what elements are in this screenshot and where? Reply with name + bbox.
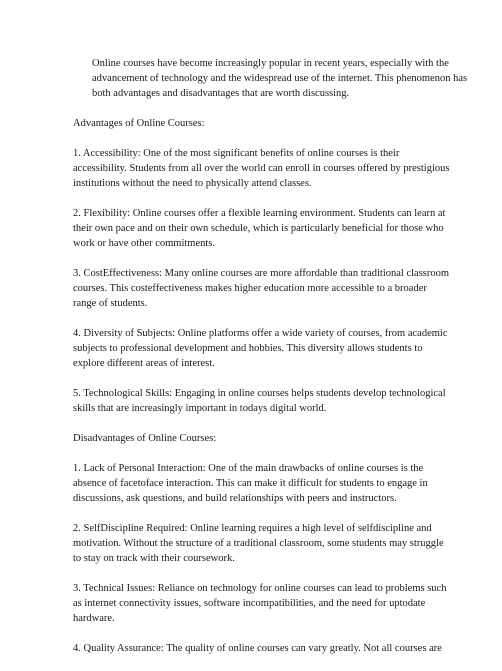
- disadvantages-heading: Disadvantages of Online Courses:: [73, 433, 217, 444]
- text-line: courses. This costeffectiveness makes higher education more accessible to a broader: [73, 283, 427, 294]
- text-line: work or have other commitments.: [73, 238, 216, 249]
- advantage-item-diversity: [73, 326, 448, 371]
- text-line: discussions, ask questions, and build relationships with peers and instructors.: [73, 493, 397, 504]
- text-line: absence of facetoface interaction. This can make it difficult for students to engage in: [73, 478, 428, 489]
- text-line: as internet connectivity issues, software incompatibilities, and the need for uptodate: [73, 598, 426, 609]
- advantage-item-cost: [73, 266, 450, 311]
- text-line: institutions without the need to physically attend classes.: [73, 178, 312, 189]
- advantage-item-flexibility: [73, 206, 446, 251]
- text-line: both advantages and disadvantages that are worth discussing.: [92, 88, 350, 99]
- text-line: to stay on track with their coursework.: [73, 553, 235, 564]
- disadvantage-item-self-discipline: [73, 521, 444, 566]
- advantages-heading: Advantages of Online Courses:: [73, 118, 205, 129]
- text-line: hardware.: [73, 613, 115, 624]
- text-line: their own pace and on their own schedule, which is particularly beneficial for those who: [73, 223, 444, 234]
- disadvantage-item-interaction: [73, 461, 433, 506]
- text-line: 1. Accessibility: One of the most significant benefits of online courses is their: [73, 148, 400, 159]
- text-line: 1. Lack of Personal Interaction: One of the main drawbacks of online courses is the: [73, 463, 424, 474]
- disadvantage-item-technical: [73, 581, 447, 626]
- text-line: Online courses have become increasingly popular in recent years, especially with the: [92, 58, 449, 69]
- text-line: 2. SelfDiscipline Required: Online learning requires a high level of selfdiscipline and: [73, 523, 432, 534]
- text-line: 5. Technological Skills: Engaging in online courses helps students develop technological: [73, 388, 446, 399]
- advantage-item-tech-skills: [73, 386, 446, 416]
- text-line: advancement of technology and the widespread use of the internet. This phenomenon has: [92, 73, 468, 84]
- text-line: 2. Flexibility: Online courses offer a flexible learning environment. Students can learn at: [73, 208, 446, 219]
- text-line: subjects to professional development and hobbies. This diversity allows students to: [73, 343, 423, 354]
- intro-paragraph: [73, 56, 468, 101]
- text-line: skills that are increasingly important in todays digital world.: [73, 403, 327, 414]
- text-line: accessibility. Students from all over the world can enroll in courses offered by prestigious: [73, 163, 450, 174]
- document-page: [73, 56, 468, 671]
- text-line: motivation. Without the structure of a traditional classroom, some students may struggle: [73, 538, 444, 549]
- text-line: 3. CostEffectiveness: Many online courses are more affordable than traditional classroom: [73, 268, 450, 279]
- text-line: range of students.: [73, 298, 148, 309]
- text-line: 3. Technical Issues: Reliance on technology for online courses can lead to problems such: [73, 583, 447, 594]
- text-line: explore different areas of interest.: [73, 358, 215, 369]
- advantage-item-accessibility: [73, 146, 450, 191]
- text-line: 4. Diversity of Subjects: Online platforms offer a wide variety of courses, from academic: [73, 328, 448, 339]
- text-line: 4. Quality Assurance: The quality of online courses can vary greatly. Not all courses are: [73, 643, 442, 654]
